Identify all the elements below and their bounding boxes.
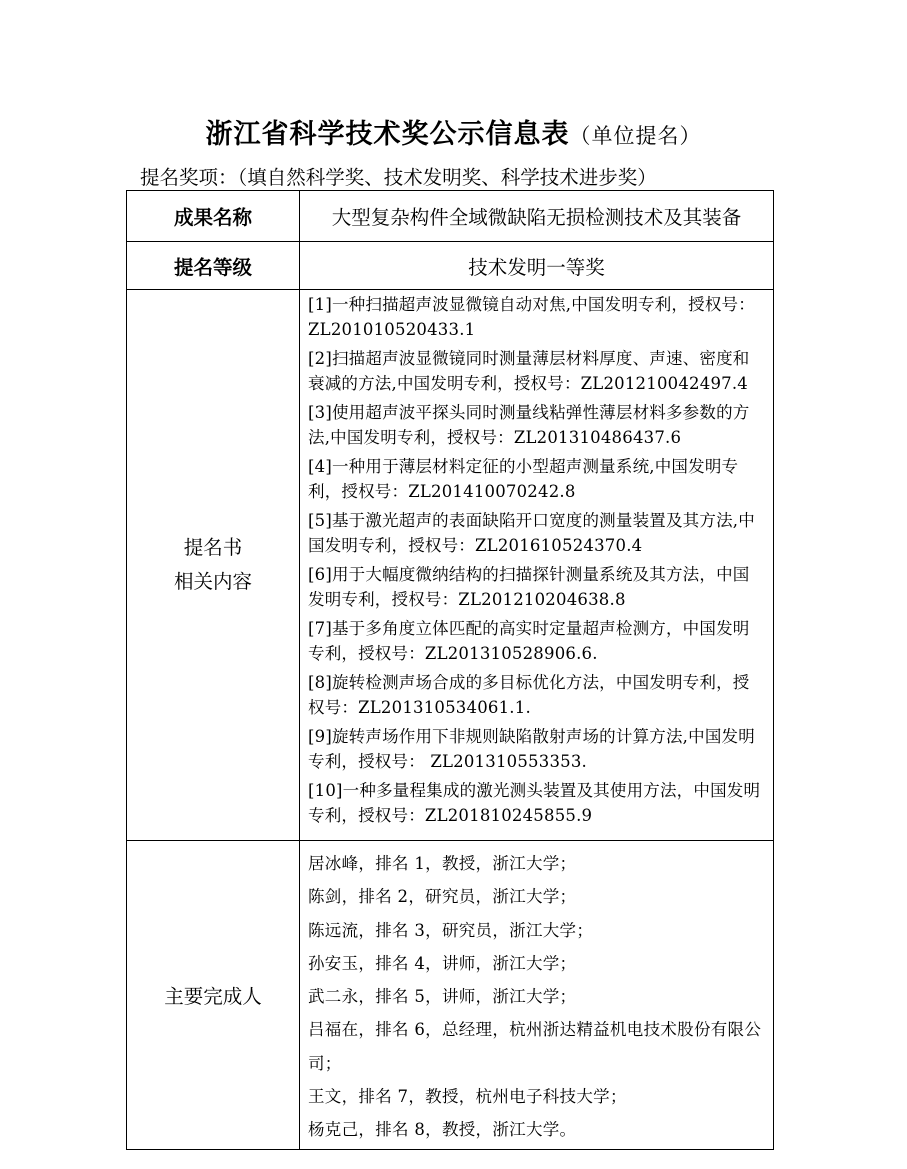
table-row [127, 841, 774, 1150]
person-item: 王文，排名 7，教授，杭州电子科技大学； [308, 1087, 627, 1107]
person-item: 武二永，排名 5，讲师，浙江大学； [308, 987, 577, 1007]
grade-value: 技术发明一等奖 [300, 242, 774, 290]
patent-item: [10]一种多量程集成的激光测头装置及其使用方法，中国发明专利，授权号：ZL201810245855.9 [308, 781, 761, 825]
title-main: 浙江省科学技术奖公示信息表 [205, 119, 570, 150]
achievement-value: 大型复杂构件全域微缺陷无损检测技术及其装备 [300, 191, 774, 242]
related-label-line2: 相关内容 [173, 570, 252, 593]
patent-item: [3]使用超声波平探头同时测量线粘弹性薄层材料多参数的方法,中国发明专利，授权号：ZL201310486437.6 [308, 403, 750, 447]
title-suffix: （单位提名） [569, 124, 702, 148]
patent-item: [7]基于多角度立体匹配的高实时定量超声检测方，中国发明专利，授权号：ZL201310528906.6. [308, 619, 750, 663]
patent-item: [1]一种扫描超声波显微镜自动对焦,中国发明专利，授权号：ZL201010520433.1 [308, 295, 755, 339]
patent-item: [9]旋转声场作用下非规则缺陷散射声场的计算方法,中国发明专利，授权号： ZL201310553353. [308, 727, 755, 771]
person-item: 陈远流，排名 3，研究员，浙江大学； [308, 920, 594, 940]
patent-item: [8]旋转检测声场合成的多目标优化方法，中国发明专利，授权号：ZL201310534061.1. [308, 673, 750, 717]
info-table [126, 190, 774, 1150]
patent-list [300, 290, 774, 841]
person-item: 孙安玉，排名 4，讲师，浙江大学； [308, 953, 577, 973]
table-row [127, 191, 774, 242]
patent-item: [6]用于大幅度微纳结构的扫描探针测量系统及其方法，中国发明专利，授权号：ZL201210204638.8 [308, 565, 750, 609]
patent-item: [5]基于激光超声的表面缺陷开口宽度的测量装置及其方法,中国发明专利，授权号：ZL201610524370.4 [308, 511, 755, 555]
related-label-line1: 提名书 [183, 536, 243, 559]
achievement-label: 成果名称 [127, 191, 300, 242]
people-list [300, 841, 774, 1150]
patent-item: [4]一种用于薄层材料定征的小型超声测量系统,中国发明专利，授权号：ZL201410070242.8 [308, 457, 739, 501]
page-title [0, 112, 907, 151]
award-type-note: 提名奖项：（填自然科学奖、技术发明奖、科学技术进步奖） [140, 166, 657, 189]
people-label: 主要完成人 [127, 841, 300, 1150]
person-item: 杨克己，排名 8，教授，浙江大学。 [308, 1120, 577, 1140]
table-row [127, 290, 774, 841]
related-content-label [127, 290, 300, 841]
person-item: 吕福在，排名 6，总经理，杭州浙达精益机电技术股份有限公司； [308, 1020, 762, 1073]
patent-item: [2]扫描超声波显微镜同时测量薄层材料厚度、声速、密度和衰减的方法,中国发明专利，授权号：ZL201210042497.4 [308, 349, 750, 393]
person-item: 陈剑，排名 2，研究员，浙江大学； [308, 887, 577, 907]
grade-label: 提名等级 [127, 242, 300, 290]
table-row [127, 242, 774, 290]
person-item: 居冰峰，排名 1，教授，浙江大学； [308, 854, 577, 873]
